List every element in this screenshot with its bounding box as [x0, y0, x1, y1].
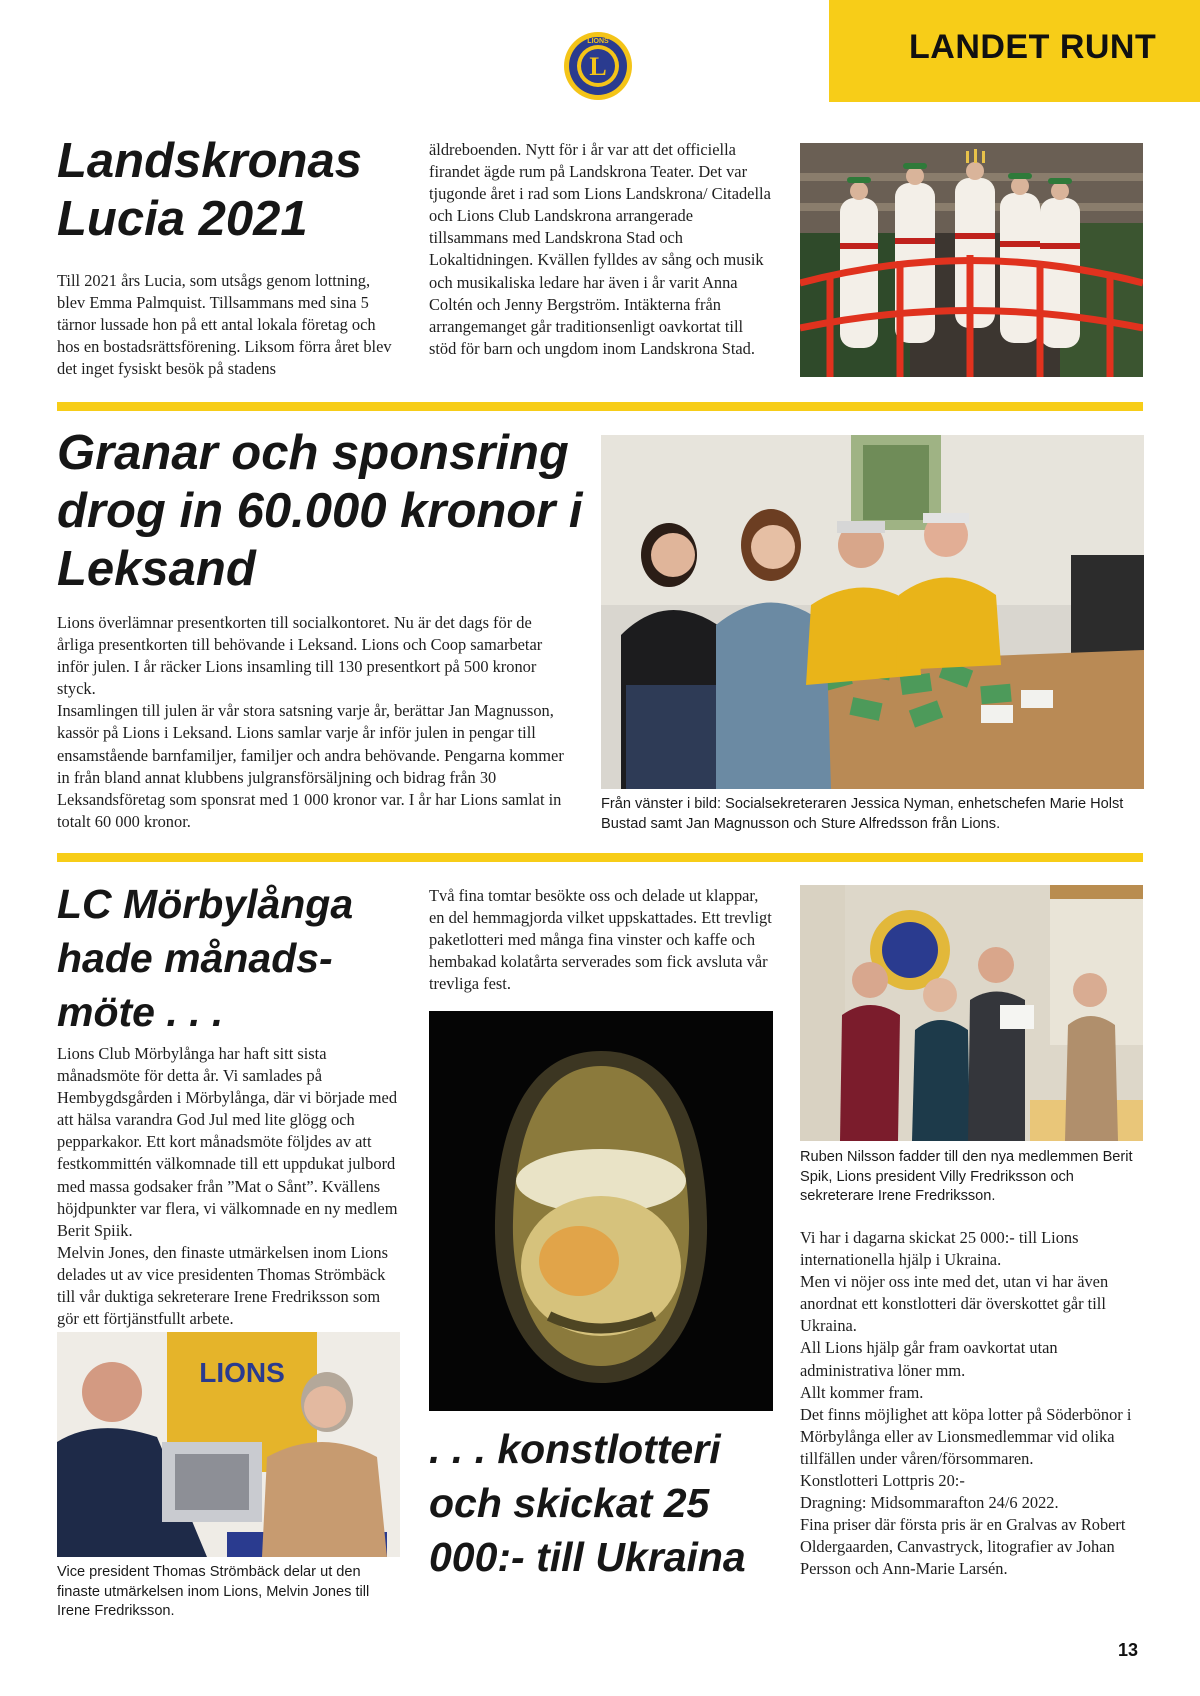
article3-caption-left: Vice president Thomas Strömbäck delar ut den finaste utmärkelsen inom Lions, Melvin Jones till Irene Fredriksson.	[57, 1564, 370, 1619]
article1-text-col2-paragraph: äldreboenden. Nytt för i år var att det officiella firandet ägde rum på Landskrona Teater. Det var tjugonde året i rad som Lions Landskrona/ Citadella och Lions Club Landskrona arrangerade tillsammans med Landskrona Stad och Lokaltidningen. Kvällen fylldes av sång och musik och musikaliska ledare har även i år varit Anna Coltén och Jenny Bergström. Intäkterna från arrangemanget går traditionsenligt oavkortat till stöd för barn och ungdom inom Landskrona Stad.	[429, 140, 771, 358]
article3-col3-paragraph: Allt kommer fram.	[800, 1382, 924, 1402]
article1-text-col1-paragraph: Till 2021 års Lucia, som utsågs genom lottning, blev Emma Palmquist. Tillsammans med sina 5 tärnor lussade hon på ett antal lokala företag och hos en bostadsrättsförening. Liksom förra året blev det inget fysiskt besök på stadens	[57, 271, 392, 379]
article3-text-col3	[800, 1227, 1145, 1581]
article2-caption: Från vänster i bild: Socialsekreteraren Jessica Nyman, enhetschefen Marie Holst Bustad samt Jan Magnusson och Sture Alfredsson från Lions.	[601, 796, 1124, 832]
article2-paragraph-1: Lions överlämnar presentkorten till socialkontoret. Nu är det dags för de årliga presentkorten till behövande i Leksand. Lions och Coop samarbetar inför julen. I år räcker Lions insamling till 130 presentkort på 500 kronor styck.	[57, 613, 543, 699]
article3-col3-paragraph: Fina priser där första pris är en Gralvas av Robert Oldergaarden, Canvastryck, litografier av Johan Persson och Ann-Marie Larsén.	[800, 1515, 1126, 1579]
article3-col3-paragraph: All Lions hjälp går fram oavkortat utan administrativa löner mm.	[800, 1338, 1058, 1380]
article3-col3-paragraph: Konstlotteri Lottpris 20:-	[800, 1471, 965, 1491]
lucia-photo	[800, 143, 1143, 377]
melvin-jones-photo	[57, 1332, 400, 1557]
article2-paragraph-2: Insamlingen till julen är vår stora satsning varje år, berättar Jan Magnusson, kassör på Lions i Leksand. Lions samlar varje år inför julen in pengar till ensamstående barnfamiljer, familjer och andra behövande. Pengarna kommer in från bland annat klubbens julgransförsäljning och bidrag från 30 Leksandsföretag som sponsrat med 1 000 kronor var. I år har Lions samlat in totalt 60 000 kronor.	[57, 701, 564, 831]
lions-logo-icon	[562, 28, 634, 104]
section-tab	[829, 0, 1200, 102]
article2-title: Granar och sponsring drog in 60.000 kronor i Leksand	[57, 426, 583, 596]
svg-text:LIONS: LIONS	[199, 1357, 285, 1388]
article3-col2-paragraph: Två fina tomtar besökte oss och delade ut klappar, en del hemmagjorda vilket uppskattades. Ett trevligt paketlotteri med många fina vinster och kaffe och hembakad kolatårta serverades som fick avsluta vår trevliga fest.	[429, 886, 772, 994]
article3-caption-right: Ruben Nilsson fadder till den nya medlemmen Berit Spik, Lions president Villy Fredriksson och sekreterare Irene Fredriksson.	[800, 1149, 1133, 1204]
article1-title: Landskronas Lucia 2021	[57, 134, 362, 246]
new-member-photo	[800, 885, 1143, 1141]
article3-col3-paragraph: Men vi nöjer oss inte med det, utan vi har även anordnat ett konstlotteri där överskottet går till Ukraina.	[800, 1272, 1109, 1336]
article1-text-col2	[429, 139, 774, 360]
article3-col3-paragraph: Det finns möjlighet att köpa lotter på Söderbönor i Mörbylånga eller av Lionsmedlemmar vid olika tillfällen under våren/försommaren.	[800, 1404, 1132, 1468]
divider-rule	[57, 402, 1143, 411]
article3-text-col1	[57, 1043, 402, 1330]
article2-text	[57, 612, 567, 833]
section-title: LANDET RUNT	[909, 28, 1157, 66]
article3-title: LC Mörbylånga hade månads-möte . . .	[57, 881, 354, 1035]
page-number: 13	[1118, 1640, 1139, 1660]
svg-text:L: L	[589, 52, 607, 81]
article3-paragraph-2: Melvin Jones, den finaste utmärkelsen inom Lions delades ut av vice presidenten Thomas Strömbäck till vår duktiga sekreterare Irene Fredriksson som gör ett förtjänstfullt arbete.	[57, 1242, 388, 1329]
divider-rule	[57, 853, 1143, 862]
article1-text-col1	[57, 270, 402, 380]
glass-vase-photo	[429, 1011, 773, 1411]
article3-col3-paragraph: Vi har i dagarna skickat 25 000:- till Lions internationella hjälp i Ukraina.	[800, 1228, 1079, 1270]
article3-subtitle: . . . konstlotteri och skickat 25 000:- till Ukraina	[429, 1426, 746, 1580]
article3-text-col2	[429, 885, 774, 995]
svg-text:LIONS: LIONS	[587, 38, 609, 45]
leksand-photo	[601, 435, 1144, 789]
article3-col3-paragraph: Dragning: Midsommarafton 24/6 2022.	[800, 1493, 1059, 1513]
article3-paragraph-1: Lions Club Mörbylånga har haft sitt sista månadsmöte för detta år. Vi samlades på Hembygdsgården i Mörbylånga, där vi började med att hälsa varandra God Jul med lite glögg och pepparkakor. Ett kort månadsmöte följdes av att festkommittén välkomnade till ett uppdukat julbord med massa godsaker från ”Mat o Sånt”. Kvällens höjdpunkter var flera, vi välkomnade en ny medlem Berit Spiik.	[57, 1044, 398, 1240]
